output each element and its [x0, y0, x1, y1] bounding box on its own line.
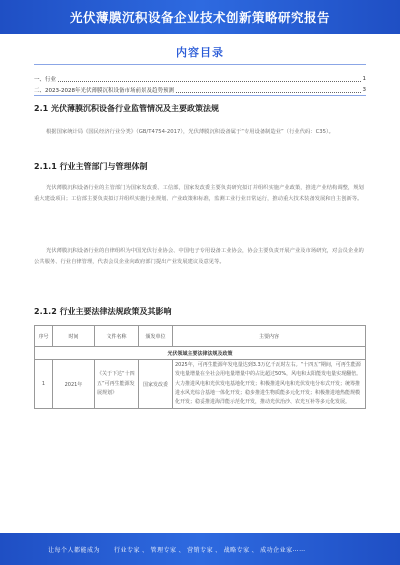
- report-title: 光伏薄膜沉积设备企业技术创新策略研究报告: [69, 10, 330, 25]
- page-footer: [0, 533, 400, 565]
- table-header-cell: 时间: [53, 326, 95, 347]
- table-cell-document: 《关于下达“十四五”可再生能源发展规划》: [95, 360, 139, 409]
- footer-ellipsis: ……: [292, 545, 306, 553]
- policy-table: [34, 325, 366, 409]
- section-heading-2-1-1: 2.1.1 行业主管部门与管理体制: [34, 162, 148, 171]
- table-group-row: [35, 347, 366, 360]
- toc-leader-dots: [58, 76, 360, 82]
- toc-leader-dots: [176, 87, 361, 93]
- table-header-cell: 主要内容: [173, 326, 366, 347]
- toc-top-rule: [34, 64, 366, 65]
- footer-separator: 、: [142, 546, 149, 554]
- toc-item-label: 二、2023-2028年光伏薄膜沉积设备市场前景及趋势预测: [34, 87, 174, 94]
- toc-item-page: 3: [362, 86, 366, 93]
- table-group-label: 光伏领域主要法律法规及政策: [35, 347, 366, 360]
- footer-role: 营销专家: [187, 546, 214, 554]
- table-header-cell: 文件名称: [95, 326, 139, 347]
- footer-separator: 、: [215, 546, 222, 554]
- table-cell-issuer: 国家发改委: [139, 360, 173, 409]
- footer-lead: 让每个人都能成为: [48, 546, 101, 554]
- section-heading-2-1-2: 2.1.2 行业主要法律法规政策及其影响: [34, 307, 172, 316]
- footer-role: 行业专家: [114, 546, 141, 554]
- section-2-1-1-paragraph-2: 光伏薄膜沉积设备行业的自律组织为中国光伏行业协会、中国电子专用设备工业协会，协会主要负责开展产业及市场研究，对会员企业的公共服务、行业自律管理，代表会员企业向政府部门提出产业发展建议及意见等。: [34, 248, 364, 265]
- table-cell-date: 2021年: [53, 360, 95, 409]
- toc-item-page: 1: [362, 75, 366, 82]
- table-cell-index: 1: [35, 360, 53, 409]
- section-2-1-1-paragraph-1: 光伏薄膜沉积设备行业的主管部门为国家发改委、工信部，国家发改委主要负责研究拟订并组织实施产业政策，推进产业结构调整，规划重大建设项目；工信部主要负责拟订并组织实施行业规划、产业政策和标准，监测工业行业日常运行，推动重大技术装备发展和自主创新等。: [34, 185, 364, 202]
- section-2-1-paragraph: 根据国家统计局《国民经济行业分类》（GB/T4754-2017），光伏薄膜沉积设备属于“专用设备制造业”（行业代码：C35）。: [46, 129, 334, 135]
- toc-item-label: 一、行业: [34, 76, 57, 83]
- toc-bottom-rule: [34, 95, 366, 96]
- table-header-cell: 序号: [35, 326, 53, 347]
- section-heading-2-1: 2.1 光伏薄膜沉积设备行业监管情况及主要政策法规: [34, 104, 219, 113]
- table-header-row: [35, 326, 366, 347]
- table-header-cell: 颁发单位: [139, 326, 173, 347]
- footer-separator: 、: [178, 546, 186, 554]
- toc-title: 内容目录: [176, 46, 224, 59]
- footer-role: 管理专家: [150, 546, 177, 554]
- table-row: [35, 360, 366, 409]
- table-cell-content: 2025年，可再生能源年发电量达到3.3万亿千瓦时左右。“十四五”期间，可再生能源发电量增量在全社会用电量增量中的占比超过50%，风电和太阳能发电量实现翻倍。大力推进风电和光伏发电基地化开发；积极推进风电和光伏发电分布式开发；统筹推进水风光综合基地一体化开发；稳步推进生物质能多元化开发；积极推进地热能规模化开发；稳妥推进海洋能示范化开发，推动光伏治沙、农光互补等多元化发展。: [173, 360, 366, 409]
- toc-item[interactable]: [34, 84, 366, 95]
- report-banner: [0, 0, 400, 34]
- footer-role: 成功企业家: [260, 546, 293, 554]
- toc-item[interactable]: [34, 73, 366, 84]
- footer-role: 战略专家: [223, 546, 250, 554]
- footer-separator: 、: [251, 546, 259, 554]
